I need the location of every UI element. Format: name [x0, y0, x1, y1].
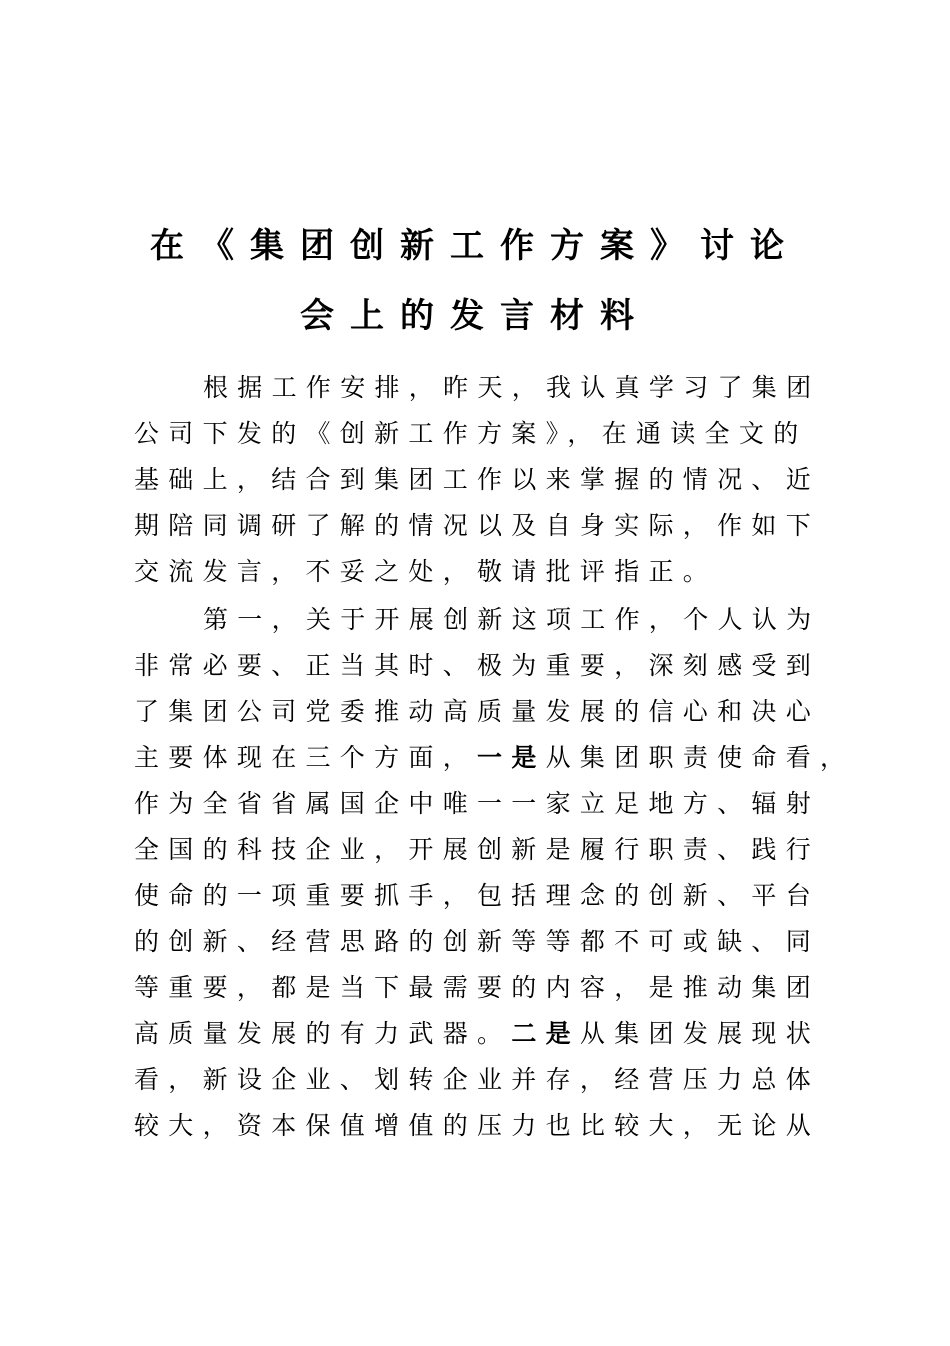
paragraph-1-line-1: 根据工作安排，昨天，我认真学习了集团	[203, 373, 821, 402]
paragraph-2-line-8: 的创新、经营思路的创新等等都不可或缺、同	[134, 927, 821, 956]
paragraph-1-line-5: 交流发言，不妥之处，敬请批评指正。	[134, 557, 718, 586]
paragraph-2-line-9: 等重要，都是当下最需要的内容，是推动集团	[134, 973, 821, 1002]
paragraph-1-line-3: 基础上，结合到集团工作以来掌握的情况、近	[134, 465, 821, 494]
line-text: 主要体现在三个方面，	[134, 743, 478, 772]
paragraph-2-line-2: 非常必要、正当其时、极为重要，深刻感受到	[134, 651, 821, 680]
paragraph-2-line-5: 作为全省省属国企中唯一一家立足地方、辐射	[134, 789, 821, 818]
paragraph-2-line-12: 较大，资本保值增值的压力也比较大，无论从	[134, 1111, 821, 1140]
line-text: 从集团发展现状	[579, 1019, 821, 1048]
paragraph-1-line-2: 公司下发的《创新工作方案》，在通读全文的	[134, 419, 808, 448]
document-title-line-2: 会上的发言材料	[300, 296, 650, 336]
emphasis-text: 二是	[511, 1019, 580, 1048]
paragraph-2-line-10	[134, 1011, 820, 1057]
paragraph-2-line-6: 全国的科技企业，开展创新是履行职责、践行	[134, 835, 821, 864]
paragraph-2-line-3: 了集团公司党委推动高质量发展的信心和决心	[134, 697, 821, 726]
document-title-line-1: 在《集团创新工作方案》讨论	[150, 226, 800, 266]
paragraph-2-line-4	[134, 735, 854, 781]
paragraph-2-line-1: 第一，关于开展创新这项工作，个人认为	[203, 605, 821, 634]
line-text: 高质量发展的有力武器。	[134, 1019, 512, 1048]
emphasis-text: 一是	[477, 743, 546, 772]
line-text: 从集团职责使命看，	[545, 743, 855, 772]
paragraph-2-line-11: 看，新设企业、划转企业并存，经营压力总体	[134, 1065, 821, 1094]
paragraph-2-line-7: 使命的一项重要抓手，包括理念的创新、平台	[134, 881, 821, 910]
paragraph-1-line-4: 期陪同调研了解的情况以及自身实际，作如下	[134, 511, 821, 540]
